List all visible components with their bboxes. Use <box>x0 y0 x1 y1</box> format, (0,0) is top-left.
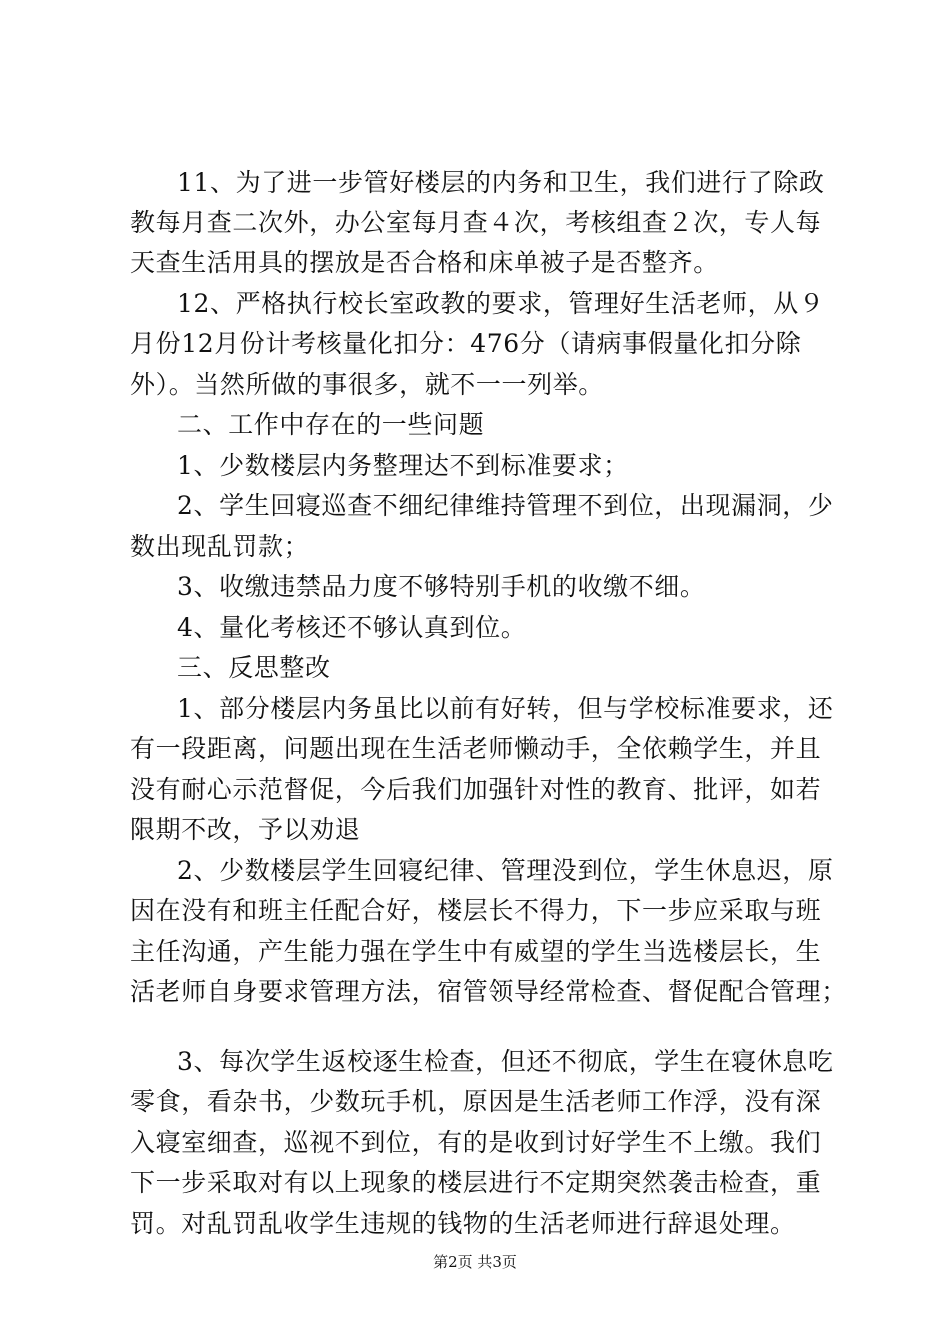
paragraph-line: 零食，看杂书，少数玩手机，原因是生活老师工作浮，没有深 <box>130 1087 822 1116</box>
section-heading: 二、工作中存在的一些问题 <box>177 410 485 439</box>
paragraph-line: 因在没有和班主任配合好，楼层长不得力，下一步应采取与班 <box>130 896 822 925</box>
paragraph-line: 罚。对乱罚乱收学生违规的钱物的生活老师进行辞退处理。 <box>130 1209 796 1238</box>
paragraph-line: 月份12月份计考核量化扣分：476分（请病事假量化扣分除 <box>130 329 802 358</box>
paragraph-line: 2、少数楼层学生回寝纪律、管理没到位，学生休息迟，原 <box>177 856 834 885</box>
paragraph-line: 外）。当然所做的事很多，就不一一列举。 <box>130 370 604 399</box>
paragraph-line: 数出现乱罚款； <box>130 532 310 561</box>
paragraph-line: 下一步采取对有以上现象的楼层进行不定期突然袭击检查，重 <box>130 1168 822 1197</box>
paragraph-line: 限期不改，予以劝退 <box>130 815 361 844</box>
page-footer: 第2页 共3页 <box>433 1253 517 1271</box>
paragraph-line: 3、每次学生返校逐生检查，但还不彻底，学生在寝休息吃 <box>177 1047 834 1076</box>
paragraph-line: 有一段距离，问题出现在生活老师懒动手，全依赖学生，并且 <box>130 734 822 763</box>
paragraph-line: 12、严格执行校长室政教的要求，管理好生活老师，从９ <box>177 289 825 318</box>
paragraph-line: 没有耐心示范督促，今后我们加强针对性的教育、批评，如若 <box>130 775 822 804</box>
paragraph-line: 活老师自身要求管理方法，宿管领导经常检查、督促配合管理； <box>130 977 847 1006</box>
paragraph-line: 2、学生回寝巡查不细纪律维持管理不到位，出现漏洞，少 <box>177 491 834 520</box>
paragraph-line: 1、部分楼层内务虽比以前有好转，但与学校标准要求，还 <box>177 694 834 723</box>
paragraph-line: 天查生活用具的摆放是否合格和床单被子是否整齐。 <box>130 248 719 277</box>
paragraph-line: 3、收缴违禁品力度不够特别手机的收缴不细。 <box>177 572 706 601</box>
paragraph-line: 教每月查二次外，办公室每月查４次，考核组查２次，专人每 <box>130 208 822 237</box>
paragraph-line: 4、量化考核还不够认真到位。 <box>177 613 527 642</box>
paragraph-line: 11、为了进一步管好楼层的内务和卫生，我们进行了除政 <box>177 168 825 197</box>
paragraph-line: 主任沟通，产生能力强在学生中有威望的学生当选楼层长，生 <box>130 937 822 966</box>
section-heading: 三、反思整改 <box>177 653 331 682</box>
paragraph-line: 1、少数楼层内务整理达不到标准要求； <box>177 451 629 480</box>
paragraph-line: 入寝室细查，巡视不到位，有的是收到讨好学生不上缴。我们 <box>130 1128 822 1157</box>
